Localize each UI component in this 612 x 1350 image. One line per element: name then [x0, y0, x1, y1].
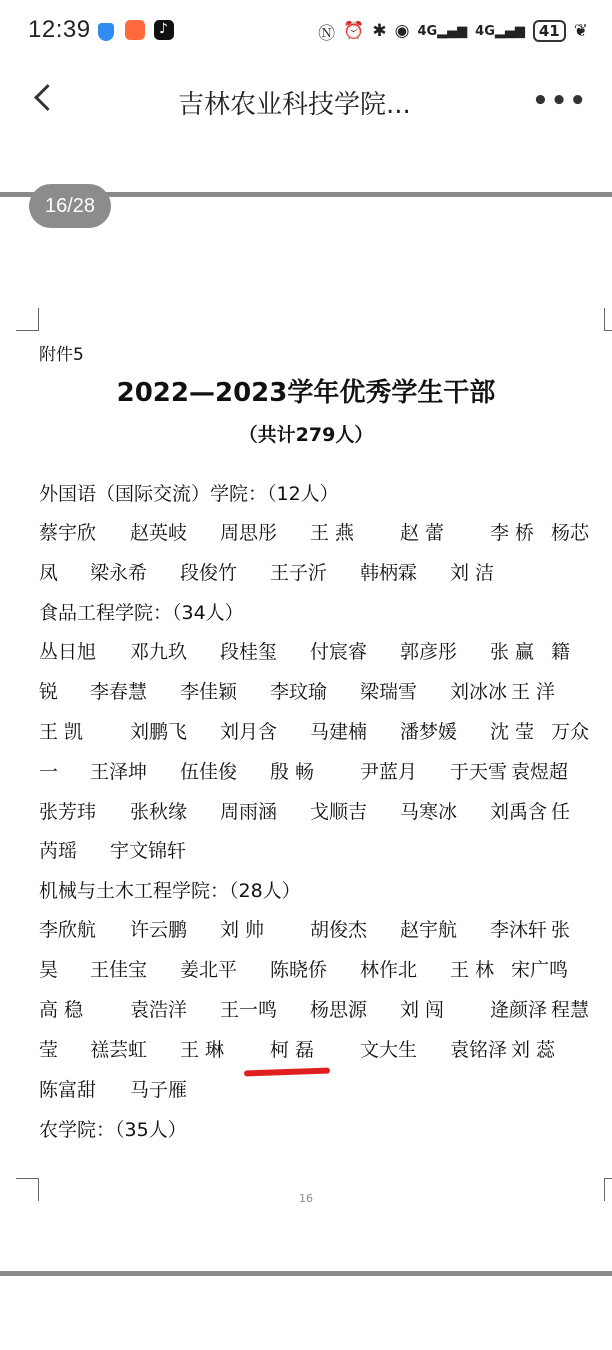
attachment-label: 附件5 — [39, 345, 84, 365]
student-name: 姜北平 — [180, 959, 238, 981]
student-name: 梁瑞雪 — [360, 681, 418, 703]
alarm-icon: ⏰ — [343, 21, 365, 41]
student-name: 刘 帅 — [220, 919, 265, 941]
student-name: 宋广鸣 — [511, 959, 569, 981]
student-name: 赵宇航 — [400, 919, 458, 941]
student-name: 宇文锦轩 — [110, 840, 187, 862]
hotspot-icon: ◉ — [394, 21, 410, 41]
student-name: 沈 莹 — [490, 721, 535, 743]
student-name: 伍佳俊 — [180, 761, 238, 783]
student-name: 于天雪 — [450, 761, 508, 783]
page-counter-badge: 16/28 — [29, 184, 111, 228]
student-name: 陈晓侨 — [270, 959, 328, 981]
section-heading: 农学院：（35人） — [39, 1119, 187, 1141]
student-name: 王 林 — [450, 959, 495, 981]
student-name: 丛日旭 — [39, 641, 97, 663]
student-name: 王子沂 — [270, 562, 328, 584]
student-name: 许云鹏 — [130, 919, 188, 941]
student-name: 赵 蕾 — [400, 522, 445, 544]
student-name: 刘 闯 — [400, 999, 445, 1021]
tiktok-icon: ♪ — [154, 20, 174, 40]
student-name: 禚芸虹 — [90, 1039, 148, 1061]
student-name: 王佳宝 — [90, 959, 148, 981]
student-name: 万众 — [551, 721, 590, 743]
student-name: 李玟瑜 — [270, 681, 328, 703]
student-name: 蔡宇欣 — [39, 522, 97, 544]
student-name: 林作北 — [360, 959, 418, 981]
crop-mark — [16, 308, 39, 331]
student-name: 陈富甜 — [39, 1079, 97, 1101]
student-name: 一 — [39, 761, 59, 783]
back-button[interactable] — [30, 80, 58, 116]
student-name: 李沐轩 — [490, 919, 548, 941]
student-name: 张秋缘 — [130, 801, 188, 823]
student-name: 刘 洁 — [450, 562, 495, 584]
student-name: 任 — [551, 801, 571, 823]
page-number: 16 — [299, 1192, 313, 1205]
student-name: 刘鹏飞 — [130, 721, 188, 743]
student-name: 刘月含 — [220, 721, 278, 743]
student-name: 高 稳 — [39, 999, 84, 1021]
app-notification-icon — [125, 20, 145, 40]
student-name: 杨思源 — [310, 999, 368, 1021]
student-name: 周雨涵 — [220, 801, 278, 823]
student-name: 马建楠 — [310, 721, 368, 743]
student-name: 昊 — [39, 959, 59, 981]
nfc-icon: Ⓝ — [318, 23, 336, 44]
battery-icon: 41 — [533, 20, 566, 42]
student-name: 刘 蕊 — [511, 1039, 556, 1061]
system-icons — [318, 17, 588, 45]
student-name: 张 赢 — [490, 641, 535, 663]
student-name: 袁铭泽 — [450, 1039, 508, 1061]
student-name: 袁浩洋 — [130, 999, 188, 1021]
student-name: 张芳玮 — [39, 801, 97, 823]
student-name: 逄颜泽 — [490, 999, 548, 1021]
red-underline-annotation — [244, 1068, 330, 1077]
signal-icon-1: 4G▂▄▆ — [417, 23, 468, 39]
crop-mark — [604, 308, 612, 331]
section-heading: 外国语（国际交流）学院：（12人） — [39, 483, 339, 505]
student-name: 韩柄霖 — [360, 562, 418, 584]
document-title: 2022—2023学年优秀学生干部 — [116, 378, 496, 408]
signal-icon-2: 4G▂▄▆ — [475, 23, 525, 39]
student-name: 梁永希 — [90, 562, 148, 584]
student-name: 袁煜超 — [511, 761, 569, 783]
student-name: 付宸睿 — [310, 641, 368, 663]
student-name: 柯 磊 — [270, 1039, 315, 1061]
student-name: 李欣航 — [39, 919, 97, 941]
student-name: 段俊竹 — [180, 562, 238, 584]
student-name: 王一鸣 — [220, 999, 278, 1021]
student-name: 马寒冰 — [400, 801, 458, 823]
student-name: 锐 — [39, 681, 59, 703]
student-name: 李春慧 — [90, 681, 148, 703]
leaf-icon: ❦ — [573, 21, 588, 41]
student-name: 赵英岐 — [130, 522, 188, 544]
student-name: 马子雁 — [130, 1079, 188, 1101]
student-name: 胡俊杰 — [310, 919, 368, 941]
student-name: 殷 畅 — [270, 761, 315, 783]
student-name: 文大生 — [360, 1039, 418, 1061]
student-name: 程慧 — [551, 999, 590, 1021]
clock: 12:39 — [28, 16, 91, 43]
bluetooth-icon: ✱ — [372, 21, 387, 41]
student-name: 张 — [551, 919, 571, 941]
student-name: 刘冰冰 — [450, 681, 508, 703]
student-name: 王 洋 — [511, 681, 556, 703]
student-name: 尹蓝月 — [360, 761, 418, 783]
student-name: 邓九玖 — [130, 641, 188, 663]
student-name: 莹 — [39, 1039, 59, 1061]
student-name: 杨芯 — [551, 522, 590, 544]
student-name: 芮瑶 — [39, 840, 78, 862]
student-name: 王 燕 — [310, 522, 355, 544]
section-heading: 食品工程学院：（34人） — [39, 602, 244, 624]
student-name: 刘禹含 — [490, 801, 548, 823]
page-title: 吉林农业科技学院... — [178, 90, 411, 120]
student-name: 籍 — [551, 641, 571, 663]
student-name: 段桂玺 — [220, 641, 278, 663]
student-name: 郭彦彤 — [400, 641, 458, 663]
student-name: 潘梦媛 — [400, 721, 458, 743]
student-name: 李 桥 — [490, 522, 535, 544]
student-name: 王 凯 — [39, 721, 84, 743]
student-name: 戈顺吉 — [310, 801, 368, 823]
document-subtitle: （共计279人） — [238, 424, 374, 446]
section-heading: 机械与土木工程学院：（28人） — [39, 880, 301, 902]
shield-icon — [98, 23, 114, 41]
more-options-button[interactable]: ••• — [532, 86, 588, 116]
student-name: 王 琳 — [180, 1039, 225, 1061]
student-name: 凤 — [39, 562, 59, 584]
page-bottom-edge — [0, 1271, 612, 1276]
student-name: 周思彤 — [220, 522, 278, 544]
status-bar — [0, 0, 612, 64]
app-header — [0, 64, 612, 136]
student-name: 王泽坤 — [90, 761, 148, 783]
student-name: 李佳颖 — [180, 681, 238, 703]
